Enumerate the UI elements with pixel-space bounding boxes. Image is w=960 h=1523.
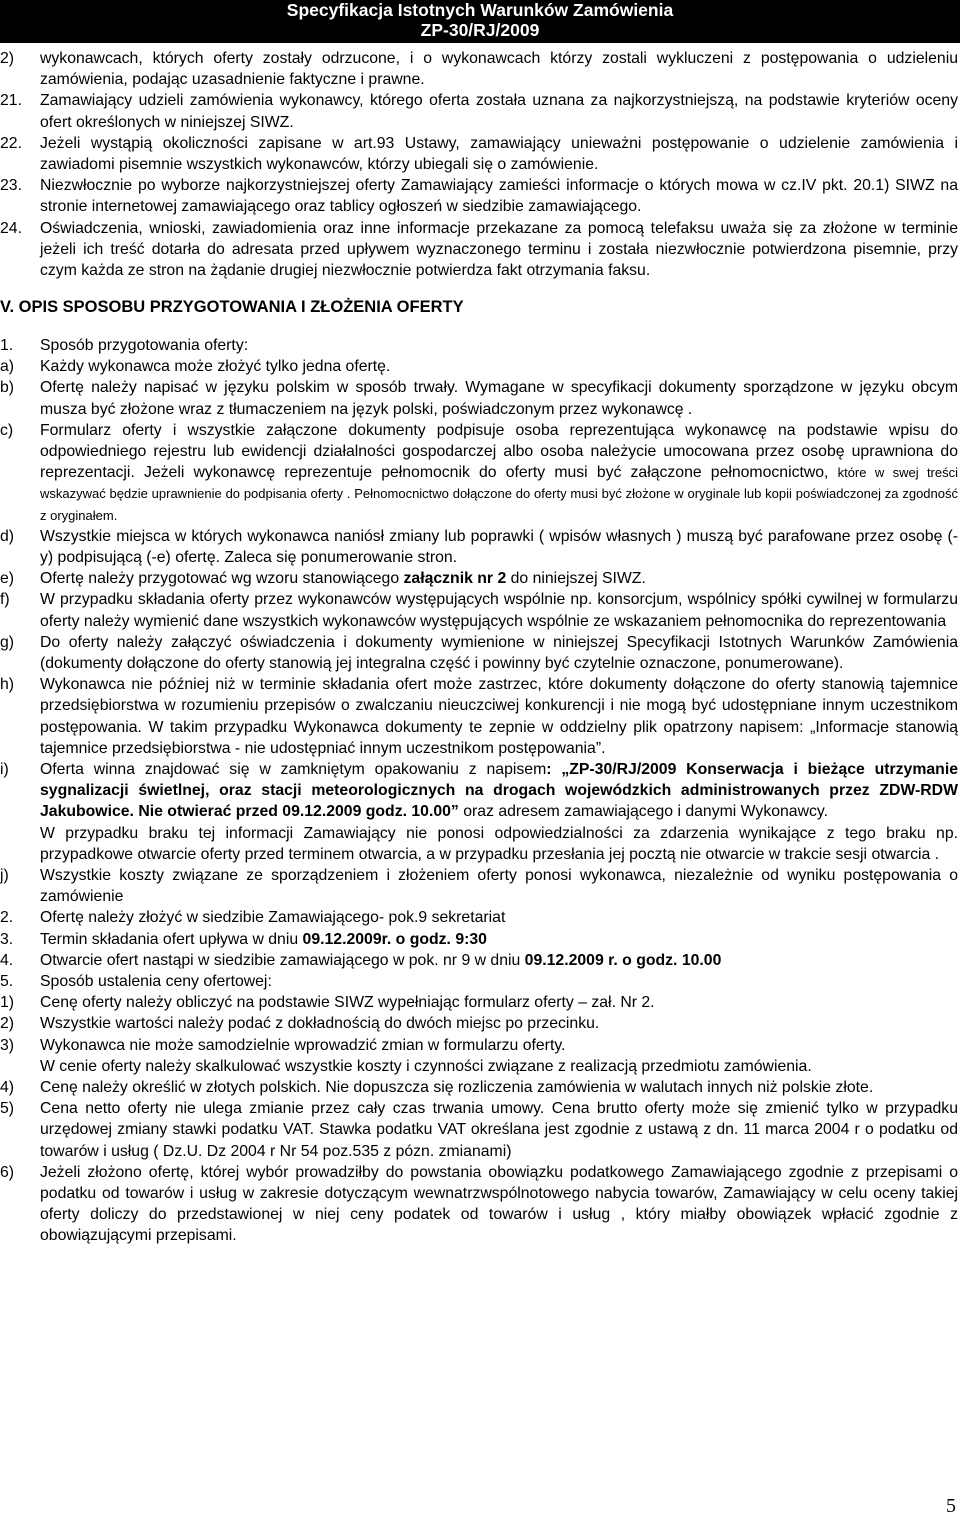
sub-1: 1) Cenę oferty należy obliczyć na podstawie SIWZ wypełniając formularz oferty – zał. Nr 2. xyxy=(0,994,655,1012)
point-j: j) Wszystkie koszty związane ze sporządzeniem i złożeniem oferty ponosi wykonawca, niezależnie od wyniku postępowania o zamówienie xyxy=(0,867,958,906)
header-reference: ZP-30/RJ/2009 xyxy=(420,20,540,40)
point-c-small-print: które w swej treści wskazywać będzie uprawnienie do podpisania oferty . Pełnomocnictwo dołączone do oferty musi być złożone w oryginale lub kopii poświadczonej za zgodność z oryginałem. xyxy=(40,465,958,523)
point-i-note: W przypadku braku tej informacji Zamawiający nie ponosi odpowiedzialności za zdarzenia wynikające z tego braku np. przypadkowe otwarcie oferty przed terminem otwarcia, a w przypadku przesłania jej pocztą nie otwarcie w trakcie sesji otwarcia . xyxy=(40,824,958,863)
point-b: b) Ofertę należy napisać w języku polskim w sposób trwały. Wymagane w specyfikacji dokumenty sporządzone w języku obcym musza być złożone wraz z tłumaczeniem na język polski, poświadczonym przez wykonawcę . xyxy=(0,379,958,418)
sub-2: 2) Wszystkie wartości należy podać z dokładnością do dwóch miejsc po przecinku. xyxy=(0,1015,600,1033)
sub-6: 6) Jeżeli złożono ofertę, której wybór prowadziłby do powstania obowiązku podatkowego Zamawiającego zgodnie z przepisami o podatku od towarów i usług w zakresie dotyczącym wewnatrzwspólnotowego nabycia towarów, Zamawiający w celu oceny takiej oferty doliczy do przedstawionej w niej ceny podatek od towarów i usług , który miałby obowiązek wpłacić zgodnie z obowiązującymi przepisami. xyxy=(0,1163,958,1245)
item-23: 23. Niezwłocznie po wyborze najkorzystniejszej oferty Zamawiający zamieści informacje o których mowa w cz.IV pkt. 20.1) SIWZ na stronie internetowej zamawiającego oraz tablicy ogłoszeń w siedzibie zamawiającego. xyxy=(0,177,958,216)
sub-3-cont: W cenie oferty należy skalkulować wszystkie koszty i czynności związane z realizacją przedmiotu zamówienia. xyxy=(40,1057,812,1075)
point-d: d) Wszystkie miejsca w których wykonawca naniósł zmiany lub poprawki ( wpisów własnych ) muszą być parafowane przez osobę (-y) podpisującą (-e) ofertę. Zaleca się ponumerowanie stron. xyxy=(0,527,958,566)
point-4: 4. Otwarcie ofert nastąpi w siedzibie zamawiającego w pok. nr 9 w dniu 09.12.2009 r. o godz. 10.00 xyxy=(0,951,722,969)
point-2: 2. Ofertę należy złożyć w siedzibie Zamawiającego- pok.9 sekretariat xyxy=(0,909,506,927)
page-number: 5 xyxy=(946,1495,956,1517)
point-h: h) Wykonawca nie później niż w terminie składania ofert może zastrzec, które dokumenty dołączone do oferty stanowią tajemnice przedsiębiorstwa w rozumieniu przepisów o zwalczaniu nieuczciwej konkurencji i nie mogą być udostępniane innym uczestnikom postępowania. W takim przypadku Wykonawca dokumenty te zepnie w oddzielny plik opatrzony napisem: „Informacje stanowią tajemnice przedsiębiorstwa - nie udostępniać innym uczestnikom postępowania”. xyxy=(0,676,958,757)
point-g: g) Do oferty należy załączyć oświadczenia i dokumenty wymienione w niniejszej Specyfikacji Istotnych Warunków Zamówienia (dokumenty dołączone do oferty stanowią jej integralna część i powinny być czytelnie oznaczone, ponumerowane). xyxy=(0,633,958,672)
point-5: 5. Sposób ustalenia ceny ofertowej: xyxy=(0,973,272,991)
point-e: e) Ofertę należy przygotować wg wzoru stanowiącego załącznik nr 2 do niniejszej SIWZ. xyxy=(0,570,646,588)
point-c: c) Formularz oferty i wszystkie załączone dokumenty podpisuje osoba reprezentująca wykonawcę na podstawie wpisu do odpowiedniego rejestru lub ewidencji działalności gospodarczej albo osoba należycie umocowana przez osobę uprawniona do reprezentacji. Jeżeli wykonawcę reprezentuje pełnomocnik do oferty musi być załączone pełnomocnictwo, które w swej treści wskazywać będzie uprawnienie do podpisania oferty . Pełnomocnictwo dołączone do oferty musi być złożone w oryginale lub kopii poświadczonej za zgodność z oryginałem. xyxy=(0,421,958,523)
document-header xyxy=(0,0,960,43)
point-i: i) Oferta winna znajdować się w zamkniętym opakowaniu z napisem: „ZP-30/RJ/2009 Konserwacja i bieżące utrzymanie sygnalizacji świetlnej, oraz stacji meteorologicznych na drogach wojewódzkich administrowanych przez ZDW-RDW Jakubowice. Nie otwierać przed 09.12.2009 godz. 10.00” oraz adresem zamawiającego i danymi Wykonawcy. xyxy=(0,761,958,821)
item-22: 22. Jeżeli wystąpią okoliczności zapisane w art.93 Ustawy, zamawiający unieważni postępowanie o udzielenie zamówienia i zawiadomi pisemnie wszystkich wykonawców, którzy ubiegali się o zamówienie. xyxy=(0,134,959,174)
item-24: 24. Oświadczenia, wnioski, zawiadomienia oraz inne informacje przekazane za pomocą telefaksu uważa się za złożone w terminie jeżeli ich treść dotarła do adresata przed upływem wyznaczonego terminu i została niezwłocznie potwierdzona pisemnie, przy czym każda ze stron na żądanie drugiej niezwłocznie potwierdza fakt otrzymania faksu. xyxy=(0,219,958,280)
sub-5: 5) Cena netto oferty nie ulega zmianie przez cały czas trwania umowy. Cena brutto oferty może się zmienić tylko w przypadku urzędowej zmiany stawki podatku VAT. Stawka podatku VAT określana jest zgodnie z ustawą z dn. 11 marca 2004 r o podatku od towarów i usług ( Dz.U. Dz 2004 r Nr 54 poz.535 z pózn. zmianami) xyxy=(0,1100,958,1160)
sub-4: 4) Cenę należy określić w złotych polskich. Nie dopuszcza się rozliczenia zamówienia w walutach innych niż polskie złote. xyxy=(0,1079,874,1097)
sub-3: 3) Wykonawca nie może samodzielnie wprowadzić zmian w formularzu oferty. xyxy=(0,1036,566,1054)
point-a: a) Każdy wykonawca może złożyć tylko jedna ofertę. xyxy=(0,358,391,376)
point-3: 3. Termin składania ofert upływa w dniu 09.12.2009r. o godz. 9:30 xyxy=(0,930,487,948)
point-1: 1. Sposób przygotowania oferty: xyxy=(0,336,249,354)
header-title: Specyfikacja Istotnych Warunków Zamówienia xyxy=(286,0,674,20)
item-21: 21. Zamawiający udzieli zamówienia wykonawcy, którego oferta została uznana za najkorzystniejszą, na podstawie kryteriów oceny ofert określonych w niniejszej SIWZ. xyxy=(0,92,958,131)
point-f: f) W przypadku składania oferty przez wykonawców występujących wspólnie np. konsorcjum, wspólnicy spółki cywilnej w formularzu oferty należy wymienić dane wszystkich wykonawców występujących wspólnie ze wskazaniem pełnomocnika do reprezentowania xyxy=(0,591,958,630)
section-heading: V. OPIS SPOSOBU PRZYGOTOWANIA I ZŁOŻENIA OFERTY xyxy=(0,298,464,317)
item-2: 2) wykonawcach, których oferty zostały odrzucone, i o wykonawcach którzy zostali wykluczeni z postępowania o udzieleniu zamówienia, podając uzasadnienie faktyczne i prawne. xyxy=(0,50,958,89)
document-body xyxy=(0,48,960,1247)
